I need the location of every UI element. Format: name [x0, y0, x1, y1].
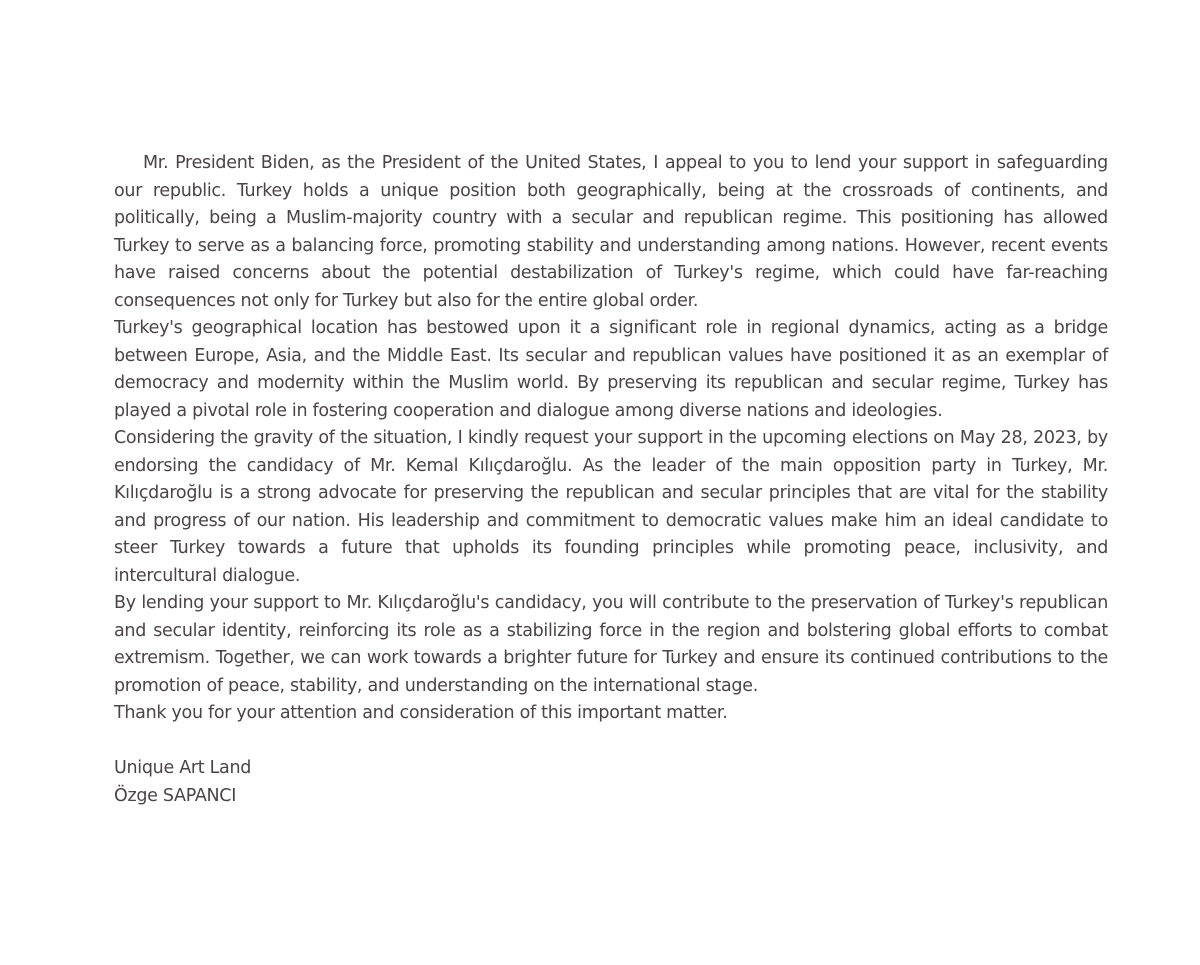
signature-name: Özge SAPANCI [114, 785, 237, 806]
letter-paragraph: Turkey's geographical location has bestowed upon it a significant role in regional dynamics, acting as a bridge between Europe, Asia, and the Middle East. Its secular and republican values have positioned it as an exemplar of democracy and modernity within the Muslim world. By preserving its republican and secular regime, Turkey has played a pivotal role in fostering cooperation and dialogue among diverse nations and ideologies. [114, 318, 1108, 421]
signature-organization: Unique Art Land [114, 758, 252, 778]
letter-body [114, 150, 1108, 810]
letter-paragraph: Mr. President Biden, as the President of the United States, I appeal to you to lend your support in safeguarding our republic. Turkey holds a unique position both geographically, being at the crossroads of continents, and politically, being a Muslim-majority country with a secular and republican regime. This positioning has allowed Turkey to serve as a balancing force, promoting stability and understanding among nations. However, recent events have raised concerns about the potential destabilization of Turkey's regime, which could have far-reaching consequences not only for Turkey but also for the entire global order. [114, 153, 1108, 311]
letter-paragraph: Considering the gravity of the situation, I kindly request your support in the upcoming elections on May 28, 2023, by endorsing the candidacy of Mr. Kemal Kılıçdaroğlu. As the leader of the main opposition party in Turkey, Mr. Kılıçdaroğlu is a strong advocate for preserving the republican and secular principles that are vital for the stability and progress of our nation. His leadership and commitment to democratic values make him an ideal candidate to steer Turkey towards a future that upholds its founding principles while promoting peace, inclusivity, and intercultural dialogue. [114, 428, 1108, 586]
letter-closing: Thank you for your attention and consideration of this important matter. [114, 703, 728, 723]
letter-paragraph: By lending your support to Mr. Kılıçdaroğlu's candidacy, you will contribute to the preservation of Turkey's republican and secular identity, reinforcing its role as a stabilizing force in the region and bolstering global efforts to combat extremism. Together, we can work towards a brighter future for Turkey and ensure its continued contributions to the promotion of peace, stability, and understanding on the international stage. [114, 593, 1108, 696]
signature-block [114, 755, 1108, 810]
